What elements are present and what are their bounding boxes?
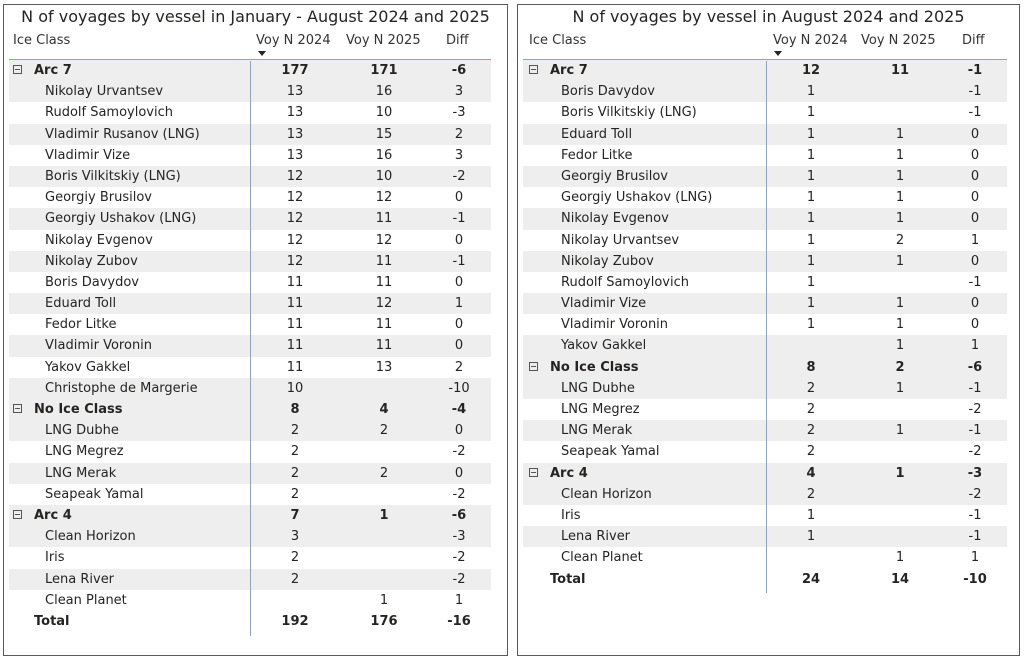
row-label: Vladimir Vize [45,147,131,163]
table-row[interactable] [4,230,507,251]
row-label: Iris [561,507,581,523]
row-band [523,60,1007,81]
cell-diff: 0 [970,147,980,163]
table-row[interactable] [518,505,1019,526]
row-label: Seapeak Yamal [561,444,660,460]
table-row[interactable] [518,547,1019,568]
table-row[interactable] [4,526,507,547]
cell-voy-2025: 2 [895,359,905,375]
row-label: Vladimir Voronin [561,317,669,333]
cell-diff: 0 [970,126,980,142]
cell-voy-2024: 8 [806,359,816,375]
cell-voy-2024: 1 [806,529,816,545]
row-label: Clean Horizon [561,486,652,502]
collapse-icon[interactable] [13,65,22,74]
row-label: Seapeak Yamal [45,486,144,502]
collapse-icon[interactable] [529,65,538,74]
collapse-icon[interactable] [13,510,22,519]
cell-voy-2024: 12 [286,253,304,269]
cell-voy-2024: 1 [806,232,816,248]
cell-diff: 1 [970,550,980,566]
cell-diff: -2 [968,444,982,460]
cell-diff: -2 [452,168,466,184]
row-label: LNG Merak [45,465,117,481]
cell-voy-2025: 1 [895,380,905,396]
cell-diff: -1 [967,63,983,78]
row-band [523,463,1007,484]
row-label: No Ice Class [34,402,123,417]
cell-voy-2024: 10 [286,380,304,396]
cell-voy-2025: 1 [895,465,905,481]
cell-diff: 1 [970,338,980,354]
table-row[interactable] [4,420,507,441]
cell-voy-2024: 177 [281,63,309,78]
right-matrix-visual[interactable] [517,4,1020,656]
table-row[interactable] [518,293,1019,314]
cell-voy-2024: 13 [286,126,304,142]
cell-voy-2025: 14 [890,571,910,587]
group-row-no-ice-class[interactable] [4,399,507,420]
cell-voy-2025: 171 [370,63,398,78]
cell-voy-2024: 13 [286,147,304,163]
group-row-arc-7[interactable] [518,60,1019,81]
cell-voy-2024: 1 [806,168,816,184]
cell-voy-2024: 2 [806,444,816,460]
table-row[interactable] [518,124,1019,145]
table-row[interactable] [4,441,507,462]
cell-diff: -2 [452,571,466,587]
table-row[interactable] [4,590,507,611]
row-label: Boris Davydov [45,274,139,290]
table-row[interactable] [4,166,507,187]
table-row[interactable] [4,145,507,166]
row-label: Nikolay Urvantsev [561,232,680,248]
group-row-arc-7[interactable] [4,60,507,81]
table-row[interactable] [4,293,507,314]
row-label: Eduard Toll [45,296,117,312]
row-label: Vladimir Vize [561,296,647,312]
cell-voy-2025: 2 [379,465,389,481]
cell-voy-2024: 8 [290,402,300,417]
cell-voy-2024: 11 [286,317,304,333]
cell-voy-2025: 1 [895,338,905,354]
cell-diff: 2 [454,359,464,375]
cell-diff: 1 [970,232,980,248]
cell-diff: -4 [451,402,467,417]
cell-voy-2024: 12 [286,168,304,184]
row-label: Yakov Gakkel [561,338,647,354]
row-label: Fedor Litke [561,147,633,163]
cell-voy-2024: 2 [290,465,300,481]
row-label: Arc 4 [550,465,588,481]
cell-diff: 1 [454,296,464,312]
cell-voy-2025: 1 [895,168,905,184]
cell-diff: -10 [963,571,987,587]
cell-voy-2024: 12 [286,211,304,227]
row-label: Clean Planet [45,592,127,608]
table-row[interactable] [518,420,1019,441]
cell-diff: -6 [451,63,467,78]
table-row[interactable] [4,102,507,123]
row-label: Boris Davydov [561,84,655,100]
row-label: Vladimir Voronin [45,338,153,354]
cell-voy-2024: 2 [806,380,816,396]
cell-voy-2024: 1 [806,84,816,100]
cell-voy-2024: 2 [290,444,300,460]
cell-voy-2024: 11 [286,359,304,375]
row-label: Nikolay Zubov [45,253,138,269]
cell-voy-2025: 10 [375,168,393,184]
cell-voy-2025: 16 [375,147,393,163]
matrix-rows [4,60,507,632]
cell-voy-2024: 1 [806,105,816,121]
cell-voy-2025: 16 [375,84,393,100]
cell-voy-2025: 2 [895,232,905,248]
total-row[interactable] [518,569,1019,590]
cell-diff: -1 [968,529,982,545]
column-divider [250,61,251,636]
table-row[interactable] [4,314,507,335]
visual-title: N of voyages by vessel in August 2024 and 2025 [572,7,965,26]
row-label: Nikolay Evgenov [561,211,669,227]
table-row[interactable] [4,208,507,229]
cell-voy-2024: 7 [290,507,300,523]
cell-voy-2024: 2 [290,571,300,587]
cell-voy-2025: 11 [890,63,910,78]
cell-voy-2025: 1 [895,423,905,439]
row-label: Clean Horizon [45,529,136,545]
cell-diff: -2 [452,550,466,566]
cell-voy-2024: 13 [286,84,304,100]
row-label: Total [550,571,586,587]
cell-diff: 0 [970,168,980,184]
cell-voy-2025: 12 [375,232,393,248]
left-matrix-visual[interactable] [3,4,508,656]
row-label: Georgiy Ushakov (LNG) [561,190,713,206]
table-row[interactable] [518,187,1019,208]
cell-voy-2025: 176 [370,613,398,629]
cell-diff: -16 [447,613,471,629]
cell-diff: -1 [968,105,982,121]
cell-voy-2024: 11 [286,296,304,312]
table-row[interactable] [4,357,507,378]
row-label: Georgiy Brusilov [561,168,668,184]
visual-title: N of voyages by vessel in January - August 2024 and 2025 [21,7,490,26]
row-label: Arc 4 [34,507,72,523]
cell-voy-2025: 1 [895,126,905,142]
group-row-no-ice-class[interactable] [518,357,1019,378]
row-label: Eduard Toll [561,126,633,142]
cell-diff: -1 [452,211,466,227]
header-voy-2025[interactable]: Voy N 2025 [861,33,936,48]
collapse-icon[interactable] [529,468,538,477]
cell-diff: -2 [452,486,466,502]
table-row[interactable] [518,314,1019,335]
table-row[interactable] [518,484,1019,505]
cell-diff: 0 [454,317,464,333]
column-divider [766,61,767,593]
group-row-arc-4[interactable] [4,505,507,526]
table-row[interactable] [518,230,1019,251]
cell-voy-2025: 1 [379,507,389,523]
cell-voy-2025: 11 [375,338,393,354]
cell-voy-2025: 1 [895,253,905,269]
cell-voy-2024: 2 [290,423,300,439]
row-label: Nikolay Evgenov [45,232,153,248]
cell-diff: 0 [970,253,980,269]
cell-diff: -1 [968,274,982,290]
cell-voy-2024: 1 [806,126,816,142]
cell-diff: 1 [454,592,464,608]
cell-diff: -3 [452,529,466,545]
cell-diff: -3 [452,105,466,121]
table-row[interactable] [518,102,1019,123]
table-row[interactable] [4,378,507,399]
cell-voy-2025: 11 [375,253,393,269]
header-voy-2024[interactable]: Voy N 2024 [773,33,848,48]
row-label: Yakov Gakkel [45,359,131,375]
cell-diff: 2 [454,126,464,142]
sort-desc-icon [258,51,266,56]
table-row[interactable] [4,484,507,505]
cell-voy-2025: 1 [895,317,905,333]
cell-voy-2025: 1 [895,190,905,206]
cell-diff: 0 [454,232,464,248]
group-row-arc-4[interactable] [518,463,1019,484]
cell-diff: -6 [967,359,983,375]
cell-diff: 0 [970,190,980,206]
header-ice-class[interactable]: Ice Class [529,33,587,48]
cell-voy-2024: 2 [806,423,816,439]
cell-voy-2024: 11 [286,338,304,354]
cell-diff: -3 [967,465,983,481]
cell-voy-2025: 11 [375,317,393,333]
cell-voy-2025: 15 [375,126,393,142]
table-row[interactable] [518,335,1019,356]
table-row[interactable] [518,399,1019,420]
row-label: Georgiy Brusilov [45,190,152,206]
cell-voy-2024: 1 [806,211,816,227]
cell-diff: -1 [968,380,982,396]
cell-diff: 3 [454,84,464,100]
cell-diff: -2 [968,402,982,417]
cell-voy-2025: 2 [379,423,389,439]
cell-voy-2024: 13 [286,105,304,121]
cell-voy-2025: 11 [375,274,393,290]
cell-voy-2024: 1 [806,190,816,206]
cell-voy-2024: 1 [806,317,816,333]
cell-voy-2024: 1 [806,253,816,269]
table-row[interactable] [4,251,507,272]
cell-voy-2024: 3 [290,529,300,545]
row-label: No Ice Class [550,359,639,375]
table-row[interactable] [4,569,507,590]
cell-diff: -1 [452,253,466,269]
cell-voy-2025: 1 [895,550,905,566]
cell-voy-2024: 12 [286,232,304,248]
row-label: LNG Megrez [45,444,124,460]
collapse-icon[interactable] [13,404,22,413]
cell-diff: 0 [970,317,980,333]
table-row[interactable] [4,187,507,208]
column-headers [518,29,1019,60]
header-voy-2024[interactable]: Voy N 2024 [256,33,331,48]
cell-diff: 0 [454,338,464,354]
cell-voy-2025: 1 [895,211,905,227]
row-label: Christophe de Margerie [45,380,198,396]
cell-diff: 0 [454,423,464,439]
cell-diff: 0 [454,274,464,290]
row-label: Georgiy Ushakov (LNG) [45,211,197,227]
cell-voy-2025: 1 [895,147,905,163]
cell-diff: -6 [451,507,467,523]
cell-diff: -2 [968,486,982,502]
cell-voy-2025: 12 [375,190,393,206]
matrix-rows [518,60,1019,590]
cell-voy-2024: 1 [806,274,816,290]
row-label: Lena River [45,571,115,587]
cell-voy-2024: 11 [286,274,304,290]
cell-diff: 0 [454,190,464,206]
row-label: Iris [45,550,65,566]
row-label: Fedor Litke [45,317,117,333]
table-row[interactable] [518,378,1019,399]
table-row[interactable] [518,526,1019,547]
cell-voy-2025: 1 [895,296,905,312]
table-row[interactable] [4,463,507,484]
cell-voy-2024: 2 [806,402,816,417]
table-row[interactable] [4,272,507,293]
cell-voy-2024: 4 [806,465,816,481]
row-label: Lena River [561,529,631,545]
cell-voy-2025: 1 [379,592,389,608]
cell-diff: 0 [454,465,464,481]
sort-desc-icon [774,51,782,56]
table-row[interactable] [518,208,1019,229]
cell-voy-2024: 2 [290,486,300,502]
row-label: Nikolay Urvantsev [45,84,164,100]
cell-voy-2024: 2 [806,486,816,502]
row-label: Total [34,613,70,629]
cell-voy-2025: 10 [375,105,393,121]
row-label: Boris Vilkitskiy (LNG) [561,105,697,121]
table-row[interactable] [518,145,1019,166]
cell-voy-2024: 12 [801,63,821,78]
cell-voy-2024: 1 [806,507,816,523]
cell-diff: 0 [970,211,980,227]
cell-diff: -2 [452,444,466,460]
cell-voy-2024: 1 [806,296,816,312]
cell-voy-2025: 4 [379,402,389,417]
cell-diff: -1 [968,84,982,100]
cell-voy-2024: 24 [801,571,821,587]
cell-voy-2025: 11 [375,211,393,227]
cell-voy-2024: 12 [286,190,304,206]
collapse-icon[interactable] [529,362,538,371]
cell-voy-2024: 192 [281,613,309,629]
row-label: Nikolay Zubov [561,253,654,269]
cell-diff: -1 [968,507,982,523]
table-row[interactable] [518,251,1019,272]
table-row[interactable] [518,272,1019,293]
header-diff[interactable]: Diff [446,33,469,48]
row-label: Rudolf Samoylovich [45,105,174,121]
table-row[interactable] [518,81,1019,102]
cell-voy-2025: 12 [375,296,393,312]
total-row[interactable] [4,611,507,632]
cell-voy-2024: 1 [806,147,816,163]
header-ice-class[interactable]: Ice Class [13,33,71,48]
row-label: Arc 7 [34,63,72,78]
column-headers [4,29,507,60]
row-label: LNG Megrez [561,402,640,417]
table-row[interactable] [4,81,507,102]
table-row[interactable] [518,166,1019,187]
row-label: Clean Planet [561,550,643,566]
row-label: LNG Dubhe [561,380,635,396]
cell-diff: 3 [454,147,464,163]
table-row[interactable] [4,335,507,356]
table-row[interactable] [4,124,507,145]
row-label: Arc 7 [550,63,588,78]
header-diff[interactable]: Diff [962,33,985,48]
row-label: LNG Merak [561,423,633,439]
row-label: Vladimir Rusanov (LNG) [45,126,200,142]
table-row[interactable] [518,441,1019,462]
header-voy-2025[interactable]: Voy N 2025 [346,33,421,48]
row-label: LNG Dubhe [45,423,119,439]
row-label: Boris Vilkitskiy (LNG) [45,168,181,184]
cell-voy-2025: 13 [375,359,393,375]
cell-diff: 0 [970,296,980,312]
cell-diff: -10 [448,380,470,396]
table-row[interactable] [4,547,507,568]
row-label: Rudolf Samoylovich [561,274,690,290]
cell-voy-2024: 2 [290,550,300,566]
cell-diff: -1 [968,423,982,439]
